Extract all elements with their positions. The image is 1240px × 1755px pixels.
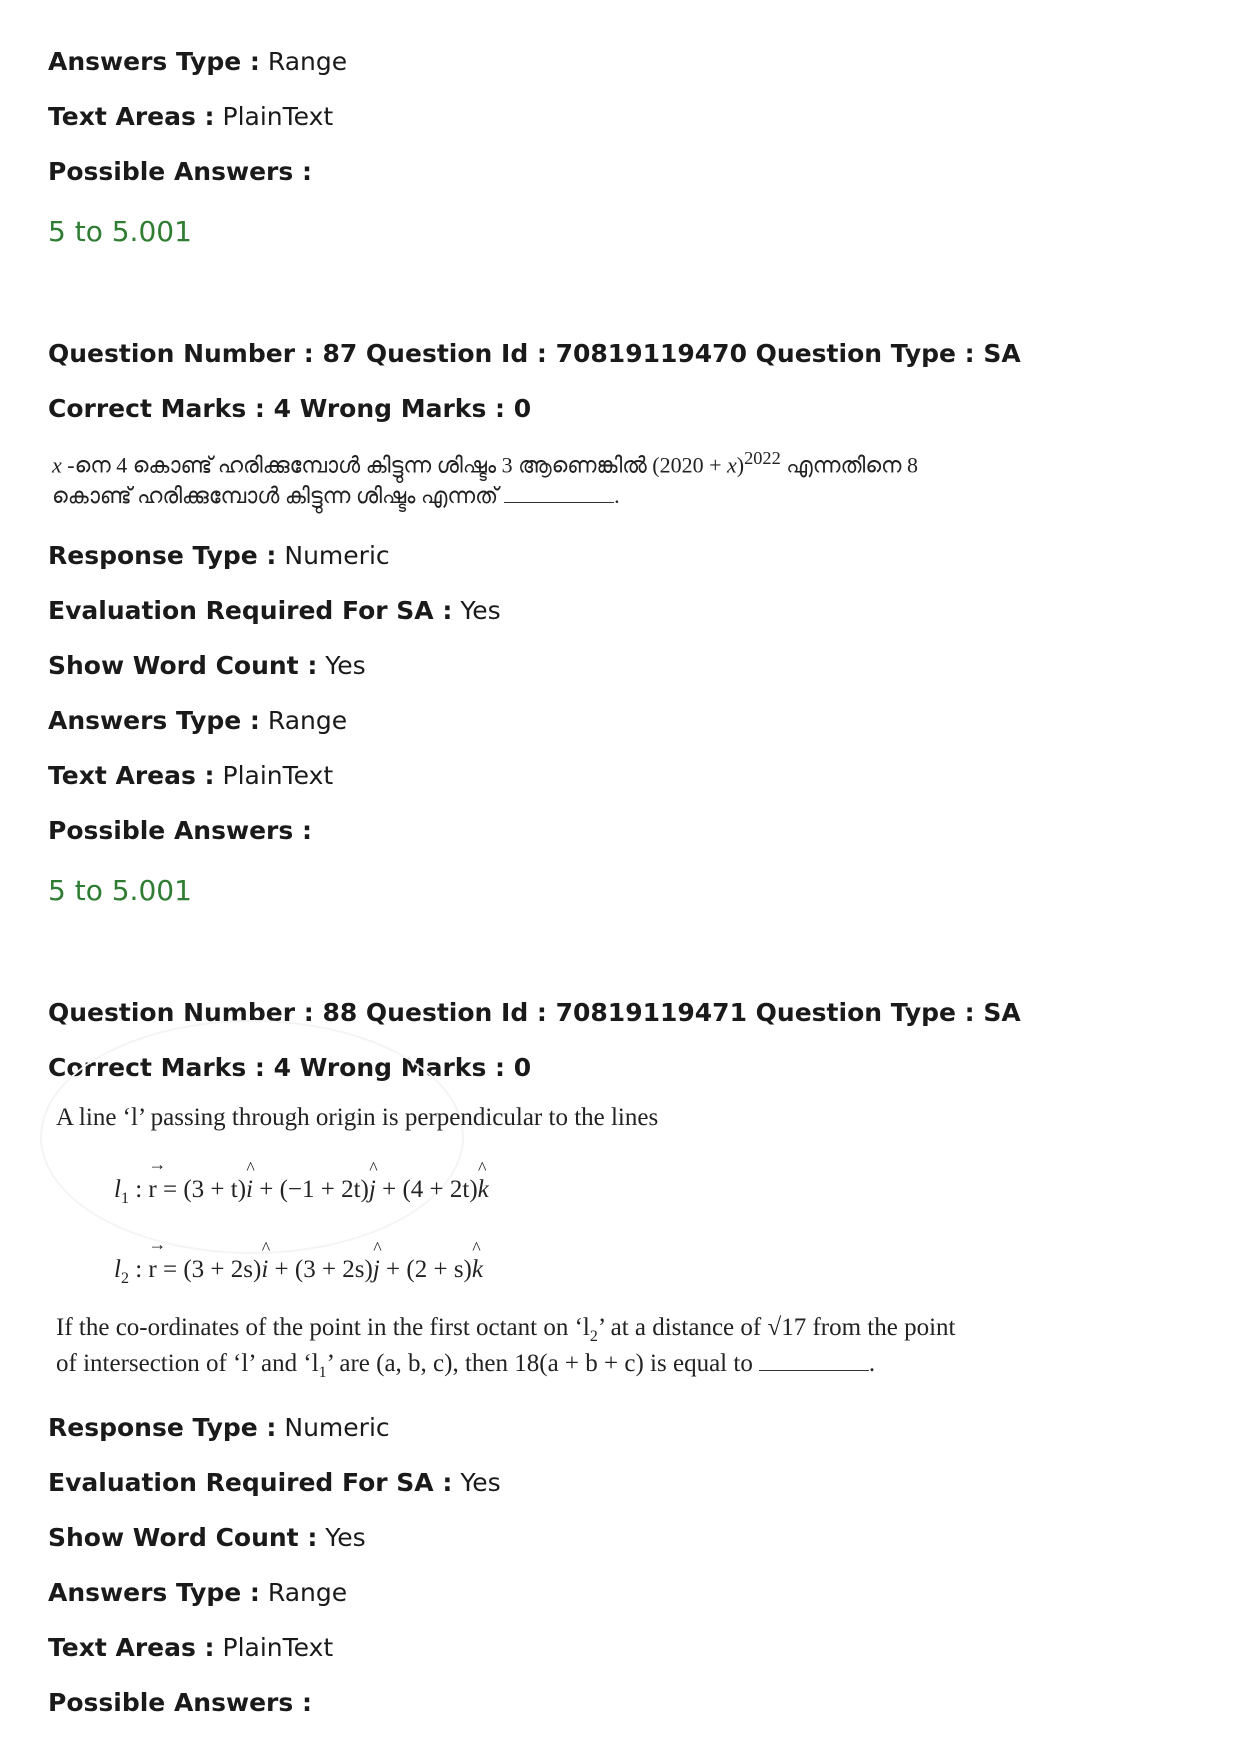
- prev-possible-answers-label: Possible Answers :: [48, 157, 312, 186]
- q87-possible-answer-value: 5 to 5.001: [48, 874, 192, 907]
- prev-answers-type-row: [48, 46, 347, 78]
- q87-response-type-row: Response Type : Numeric: [48, 541, 390, 570]
- q87-marks: Correct Marks : 4 Wrong Marks : 0: [48, 394, 532, 423]
- answers-type-label: Answers Type :: [48, 47, 260, 76]
- prev-possible-answer-value: 5 to 5.001: [48, 215, 192, 248]
- q87-header: Question Number : 87 Question Id : 70819119470 Question Type : SA: [48, 339, 1021, 368]
- q87-line-2: കൊണ്ട് ഹരിക്കുമ്പോൾ കിട്ടുന്ന ശിഷ്ടം എന്നത് .: [52, 483, 620, 508]
- q87-answers-type-row: Answers Type : Range: [48, 706, 348, 735]
- q88-intro: A line ‘l’ passing through origin is perpendicular to the lines: [56, 1104, 659, 1131]
- q87-evaluation-row: Evaluation Required For SA : Yes: [48, 596, 501, 625]
- q88-marks: Correct Marks : 4 Wrong Marks : 0: [48, 1053, 532, 1082]
- q88-line-l2: $l_2$ : → r = (3 + 2s)^ i + (3 + 2s)^ j + (2 + s)^ k: [114, 1256, 483, 1288]
- answer-blank: [759, 1370, 869, 1371]
- text-areas-label: Text Areas :: [48, 102, 215, 131]
- answers-type-value: Range: [267, 47, 348, 76]
- q88-line-l1: $l_1$ : → r = (3 + t)^ i + (−1 + 2t)^ j + (4 + 2t)^ k: [114, 1176, 489, 1208]
- q87-possible-answers-label: Possible Answers :: [48, 816, 312, 845]
- prev-text-areas-row: [48, 101, 333, 133]
- watermark: [40, 1020, 464, 1254]
- q88-header: Question Number : 88 Question Id : 70819119471 Question Type : SA: [48, 998, 1021, 1027]
- q87-text-areas-row: Text Areas : PlainText: [48, 761, 334, 790]
- q88-word-count-row: Show Word Count : Yes: [48, 1523, 366, 1552]
- q88-possible-answers-label: Possible Answers :: [48, 1688, 312, 1717]
- q88-paragraph-line-2: of intersection of ‘l’ and ‘$l_1$’ are (a, b, c), then 18(a + b + c) is equal to .: [56, 1350, 876, 1381]
- q88-paragraph-line-1: If the co-ordinates of the point in the first octant on ‘$l_2$’ at a distance of √17 from the point: [56, 1314, 956, 1345]
- q88-text-areas-row: Text Areas : PlainText: [48, 1633, 334, 1662]
- q88-response-type-row: Response Type : Numeric: [48, 1413, 390, 1442]
- q87-line-1: x -നെ 4 കൊണ്ട് ഹരിക്കുമ്പോൾ കിട്ടുന്ന ശിഷ്ടം 3 ആണെങ്കിൽ $(2020 + x)^{2022}$ എന്നതിനെ 8: [52, 448, 918, 478]
- q88-evaluation-row: Evaluation Required For SA : Yes: [48, 1468, 501, 1497]
- answer-blank: [504, 502, 614, 503]
- q87-word-count-row: Show Word Count : Yes: [48, 651, 366, 680]
- q88-answers-type-row: Answers Type : Range: [48, 1578, 348, 1607]
- text-areas-value: PlainText: [222, 102, 334, 131]
